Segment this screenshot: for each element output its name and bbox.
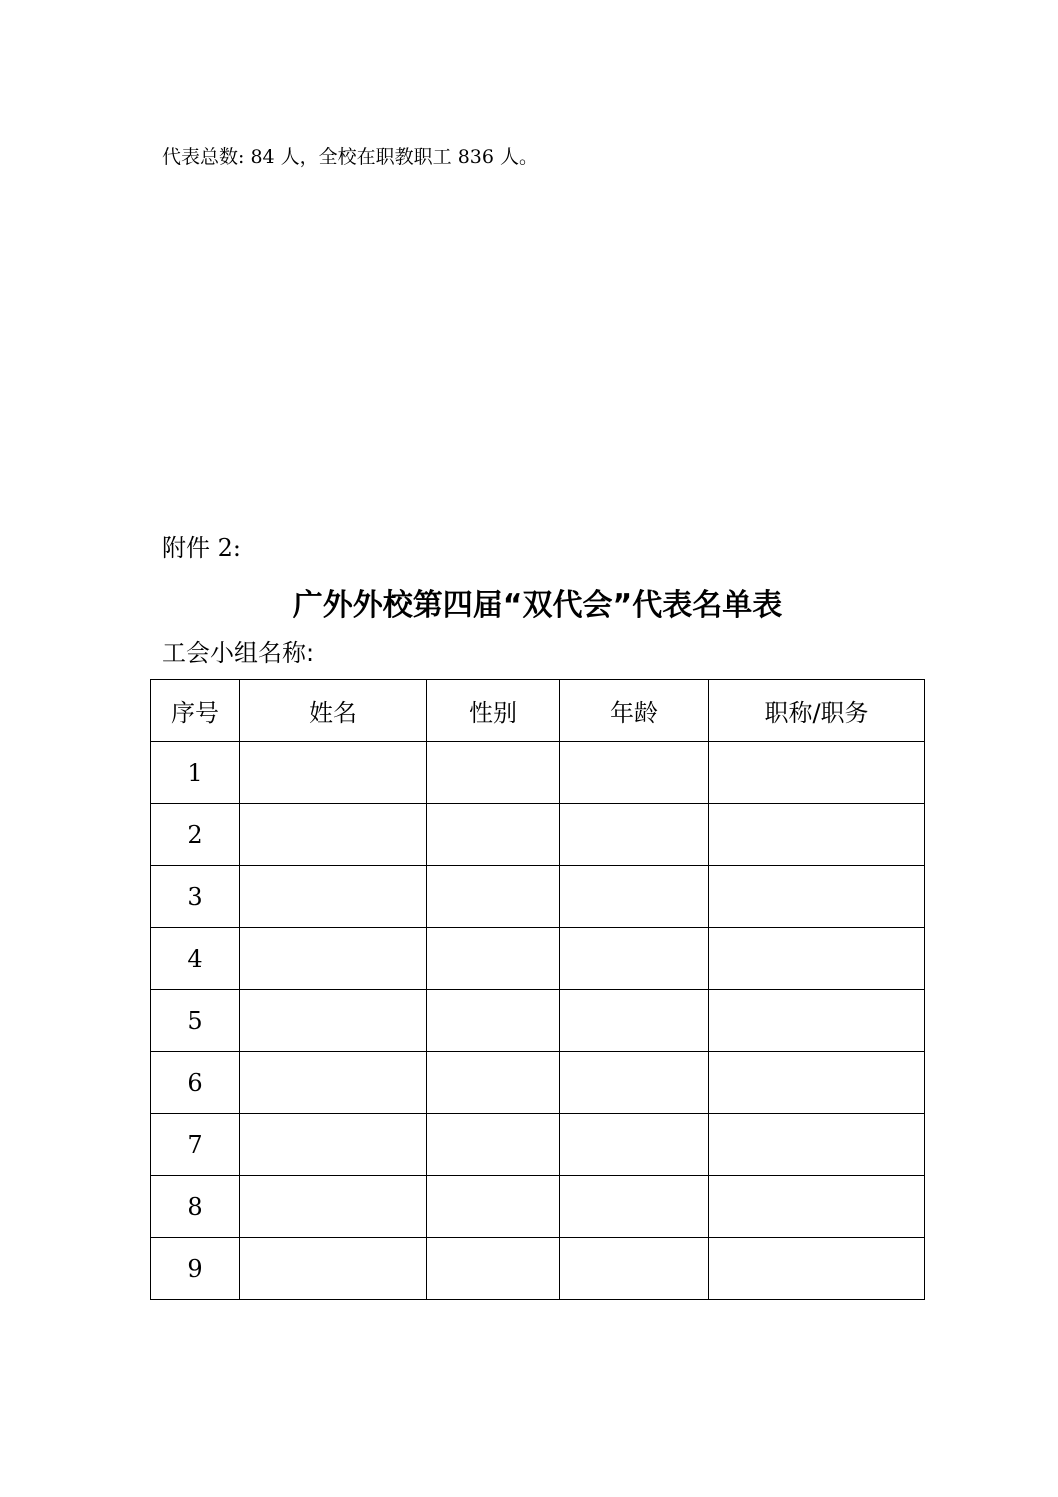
row-index: 1 (151, 742, 240, 804)
title-cell[interactable] (709, 866, 925, 928)
header-name: 姓名 (240, 680, 427, 742)
gender-cell[interactable] (427, 990, 560, 1052)
title-cell[interactable] (709, 1176, 925, 1238)
header-title-position: 职称/职务 (709, 680, 925, 742)
row-index: 5 (151, 990, 240, 1052)
title-cell[interactable] (709, 804, 925, 866)
table-row (151, 990, 925, 1052)
header-age: 年龄 (560, 680, 709, 742)
name-cell[interactable] (240, 1114, 427, 1176)
attachment-label: 附件 2: (162, 534, 241, 562)
title-cell[interactable] (709, 928, 925, 990)
name-cell[interactable] (240, 1052, 427, 1114)
table-row (151, 804, 925, 866)
row-index: 8 (151, 1176, 240, 1238)
group-name-label: 工会小组名称: (162, 639, 315, 667)
header-gender: 性别 (427, 680, 560, 742)
table-row (151, 1238, 925, 1300)
table-row (151, 742, 925, 804)
name-cell[interactable] (240, 1176, 427, 1238)
age-cell[interactable] (560, 928, 709, 990)
table-header-row (151, 680, 925, 742)
row-index: 4 (151, 928, 240, 990)
gender-cell[interactable] (427, 928, 560, 990)
name-cell[interactable] (240, 1238, 427, 1300)
age-cell[interactable] (560, 990, 709, 1052)
gender-cell[interactable] (427, 1052, 560, 1114)
title-cell[interactable] (709, 1238, 925, 1300)
table-row (151, 1052, 925, 1114)
table-row (151, 1114, 925, 1176)
gender-cell[interactable] (427, 1114, 560, 1176)
title-cell[interactable] (709, 990, 925, 1052)
age-cell[interactable] (560, 1238, 709, 1300)
row-index: 7 (151, 1114, 240, 1176)
document-title: 广外外校第四届“双代会”代表名单表 (292, 588, 783, 623)
row-index: 9 (151, 1238, 240, 1300)
name-cell[interactable] (240, 928, 427, 990)
header-index: 序号 (151, 680, 240, 742)
gender-cell[interactable] (427, 742, 560, 804)
age-cell[interactable] (560, 1052, 709, 1114)
gender-cell[interactable] (427, 1238, 560, 1300)
gender-cell[interactable] (427, 804, 560, 866)
representatives-table (150, 679, 925, 1300)
age-cell[interactable] (560, 742, 709, 804)
title-cell[interactable] (709, 1052, 925, 1114)
summary-text: 代表总数: 84 人，全校在职教职工 836 人。 (162, 146, 539, 168)
name-cell[interactable] (240, 804, 427, 866)
row-index: 6 (151, 1052, 240, 1114)
row-index: 2 (151, 804, 240, 866)
table-row (151, 1176, 925, 1238)
name-cell[interactable] (240, 990, 427, 1052)
name-cell[interactable] (240, 866, 427, 928)
age-cell[interactable] (560, 804, 709, 866)
name-cell[interactable] (240, 742, 427, 804)
gender-cell[interactable] (427, 1176, 560, 1238)
table-row (151, 928, 925, 990)
age-cell[interactable] (560, 1114, 709, 1176)
table-row (151, 866, 925, 928)
age-cell[interactable] (560, 866, 709, 928)
age-cell[interactable] (560, 1176, 709, 1238)
row-index: 3 (151, 866, 240, 928)
title-cell[interactable] (709, 1114, 925, 1176)
title-cell[interactable] (709, 742, 925, 804)
gender-cell[interactable] (427, 866, 560, 928)
